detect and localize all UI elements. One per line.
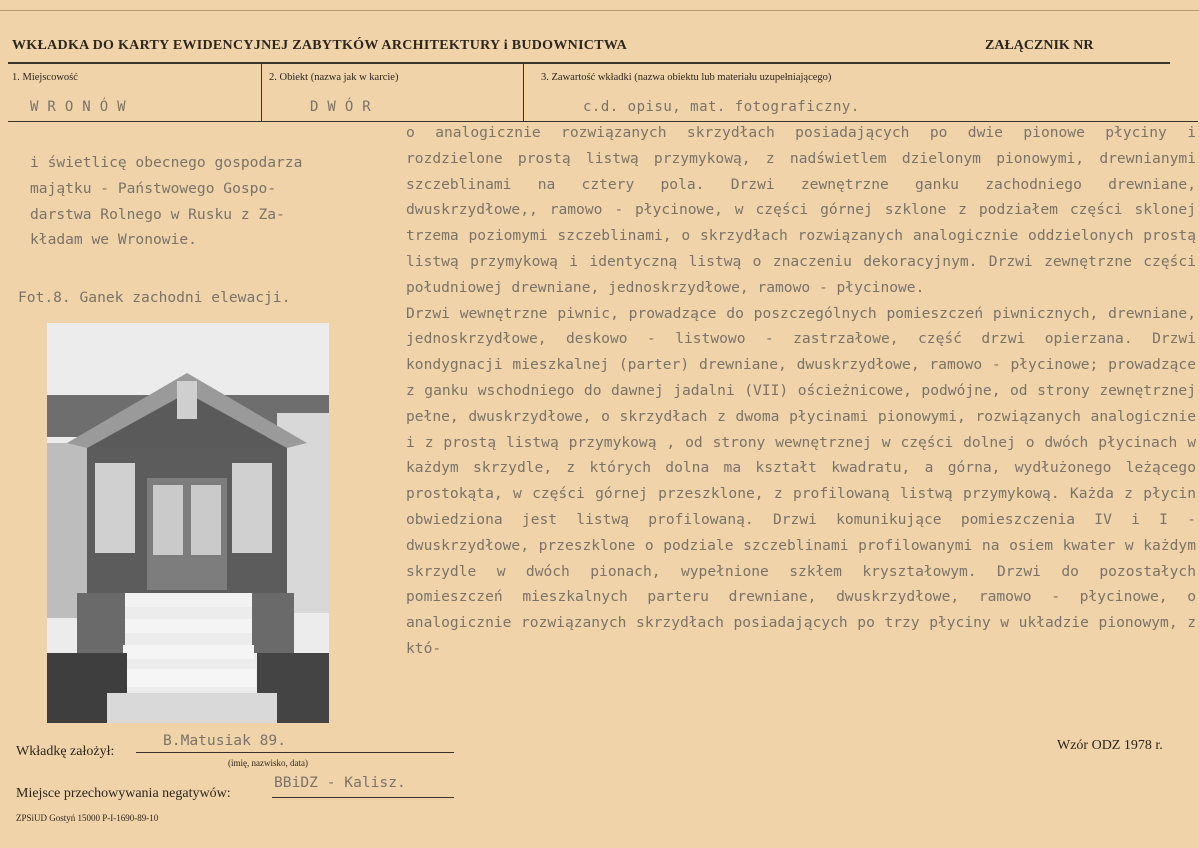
body-paragraph: o analogicznie rozwiązanych skrzydłach posiadających po dwie pionowe płyciny i rozdzielone prostą listwą przymykową, z nadświetlem dzielonym pionowymi, drewnianymi szczeblinami na cztery pola. Drzwi zewnętrzne ganku zachodniego drewniane, dwuskrzydłowe,, ramowo - płycinowe, w części górnej szklone z podziałem części sklonej trzema poziomymi szczeblinami, o skrzydłach rozwiązanych analogicznie oddzielonych prostą listwą przymykową i identyczną listwą o znaczeniu dekoracyjnym. Drzwi zewnętrzne części południowej drewniane, jednoskrzydłowe, ramowo - płycinowe. — [406, 124, 1196, 296]
left-line: i świetlicę obecnego gospodarza — [30, 154, 303, 171]
left-description — [30, 150, 350, 253]
printer-note: ZPSiUD Gostyń 15000 P-I-1690-89-10 — [16, 813, 159, 823]
field-divider-1 — [261, 64, 262, 122]
author-hint: (imię, nazwisko, data) — [228, 758, 308, 768]
porch-photo-drawing — [47, 323, 329, 723]
negatives-value: BBiDZ - Kalisz. — [274, 774, 406, 791]
contents-value: c.d. opisu, mat. fotograficzny. — [583, 99, 860, 115]
left-line: kładam we Wronowie. — [30, 231, 197, 249]
object-value: DWÓR — [310, 99, 380, 115]
field-divider-2 — [523, 64, 524, 122]
body-paragraph: Drzwi wewnętrzne piwnic, prowadzące do poszczególnych pomieszczeń piwnicznych, drewniane, jednoskrzydłowe, deskowo - listwowo - zastrzałowe, część drzwi opierzana. Drzwi kondygnacji mieszkalnej (parter) drewniane, dwuskrzydłowe, ramowo - płycinowe; prowadzące z ganku wschodniego do dawnej jadalni (VII) ościeżnicowe, podwójne, od strony zewnętrznej pełne, dwuskrzydłowe, o skrzydłach z dwoma płycinami pionowymi, rozwiązanych analogicznie i z prostą listwą przymykową , od strony wewnętrznej w części dolnej o dwóch płycinach w każdym skrzydle, z których dolna ma kształt kwadratu, a górna, wydłużonego leżącego prostokąta, w części górnej przeszklone, z profilowaną listwą przymykową. Każda z płycin obwiedziona jest listwą profilowaną. Drzwi komunikujące pomieszczenia IV i I - dwuskrzydłowe, przeszklone o podziale szczeblinami profilowanymi na osiem kwater w każdym skrzydle w dwóch pionach, wypełnione szkłem kryształowym. Drzwi do pozostałych pomieszczeń mieszkalnych parteru drewniane, dwuskrzydłowe, ramowo - płycinowe, o analogicznie rozwiązanych skrzydłach posiadających po trzy płyciny w układzie pionowym, z któ- — [406, 304, 1196, 657]
left-line: majątku - Państwowego Gospo- — [30, 179, 277, 197]
photo-caption: Fot.8. Ganek zachodni elewacji. — [18, 289, 291, 306]
author-underline — [136, 752, 454, 753]
negatives-label: Miejsce przechowywania negatywów: — [16, 786, 231, 801]
locality-value: WRONÓW — [30, 99, 135, 115]
author-value: B.Matusiak 89. — [163, 732, 287, 749]
author-label: Wkładkę założył: — [16, 744, 115, 759]
house-porch-photo — [47, 323, 329, 723]
negatives-underline — [272, 797, 454, 798]
form-title: WKŁADKA DO KARTY EWIDENCYJNEJ ZABYTKÓW ARCHITEKTURY i BUDOWNICTWA — [12, 38, 628, 53]
top-border — [0, 10, 1199, 11]
model-note: Wzór ODZ 1978 r. — [1057, 738, 1163, 753]
contents-label: 3. Zawartość wkładki (nazwa obiektu lub materiału uzupełniającego) — [541, 72, 832, 83]
object-label: 2. Obiekt (nazwa jak w karcie) — [269, 72, 399, 83]
left-line: darstwa Rolnego w Rusku z Za- — [30, 205, 285, 223]
annex-label: ZAŁĄCZNIK NR — [985, 38, 1094, 53]
main-description — [406, 120, 1196, 662]
header-rule — [8, 62, 1170, 64]
locality-label: 1. Miejscowość — [12, 72, 78, 83]
